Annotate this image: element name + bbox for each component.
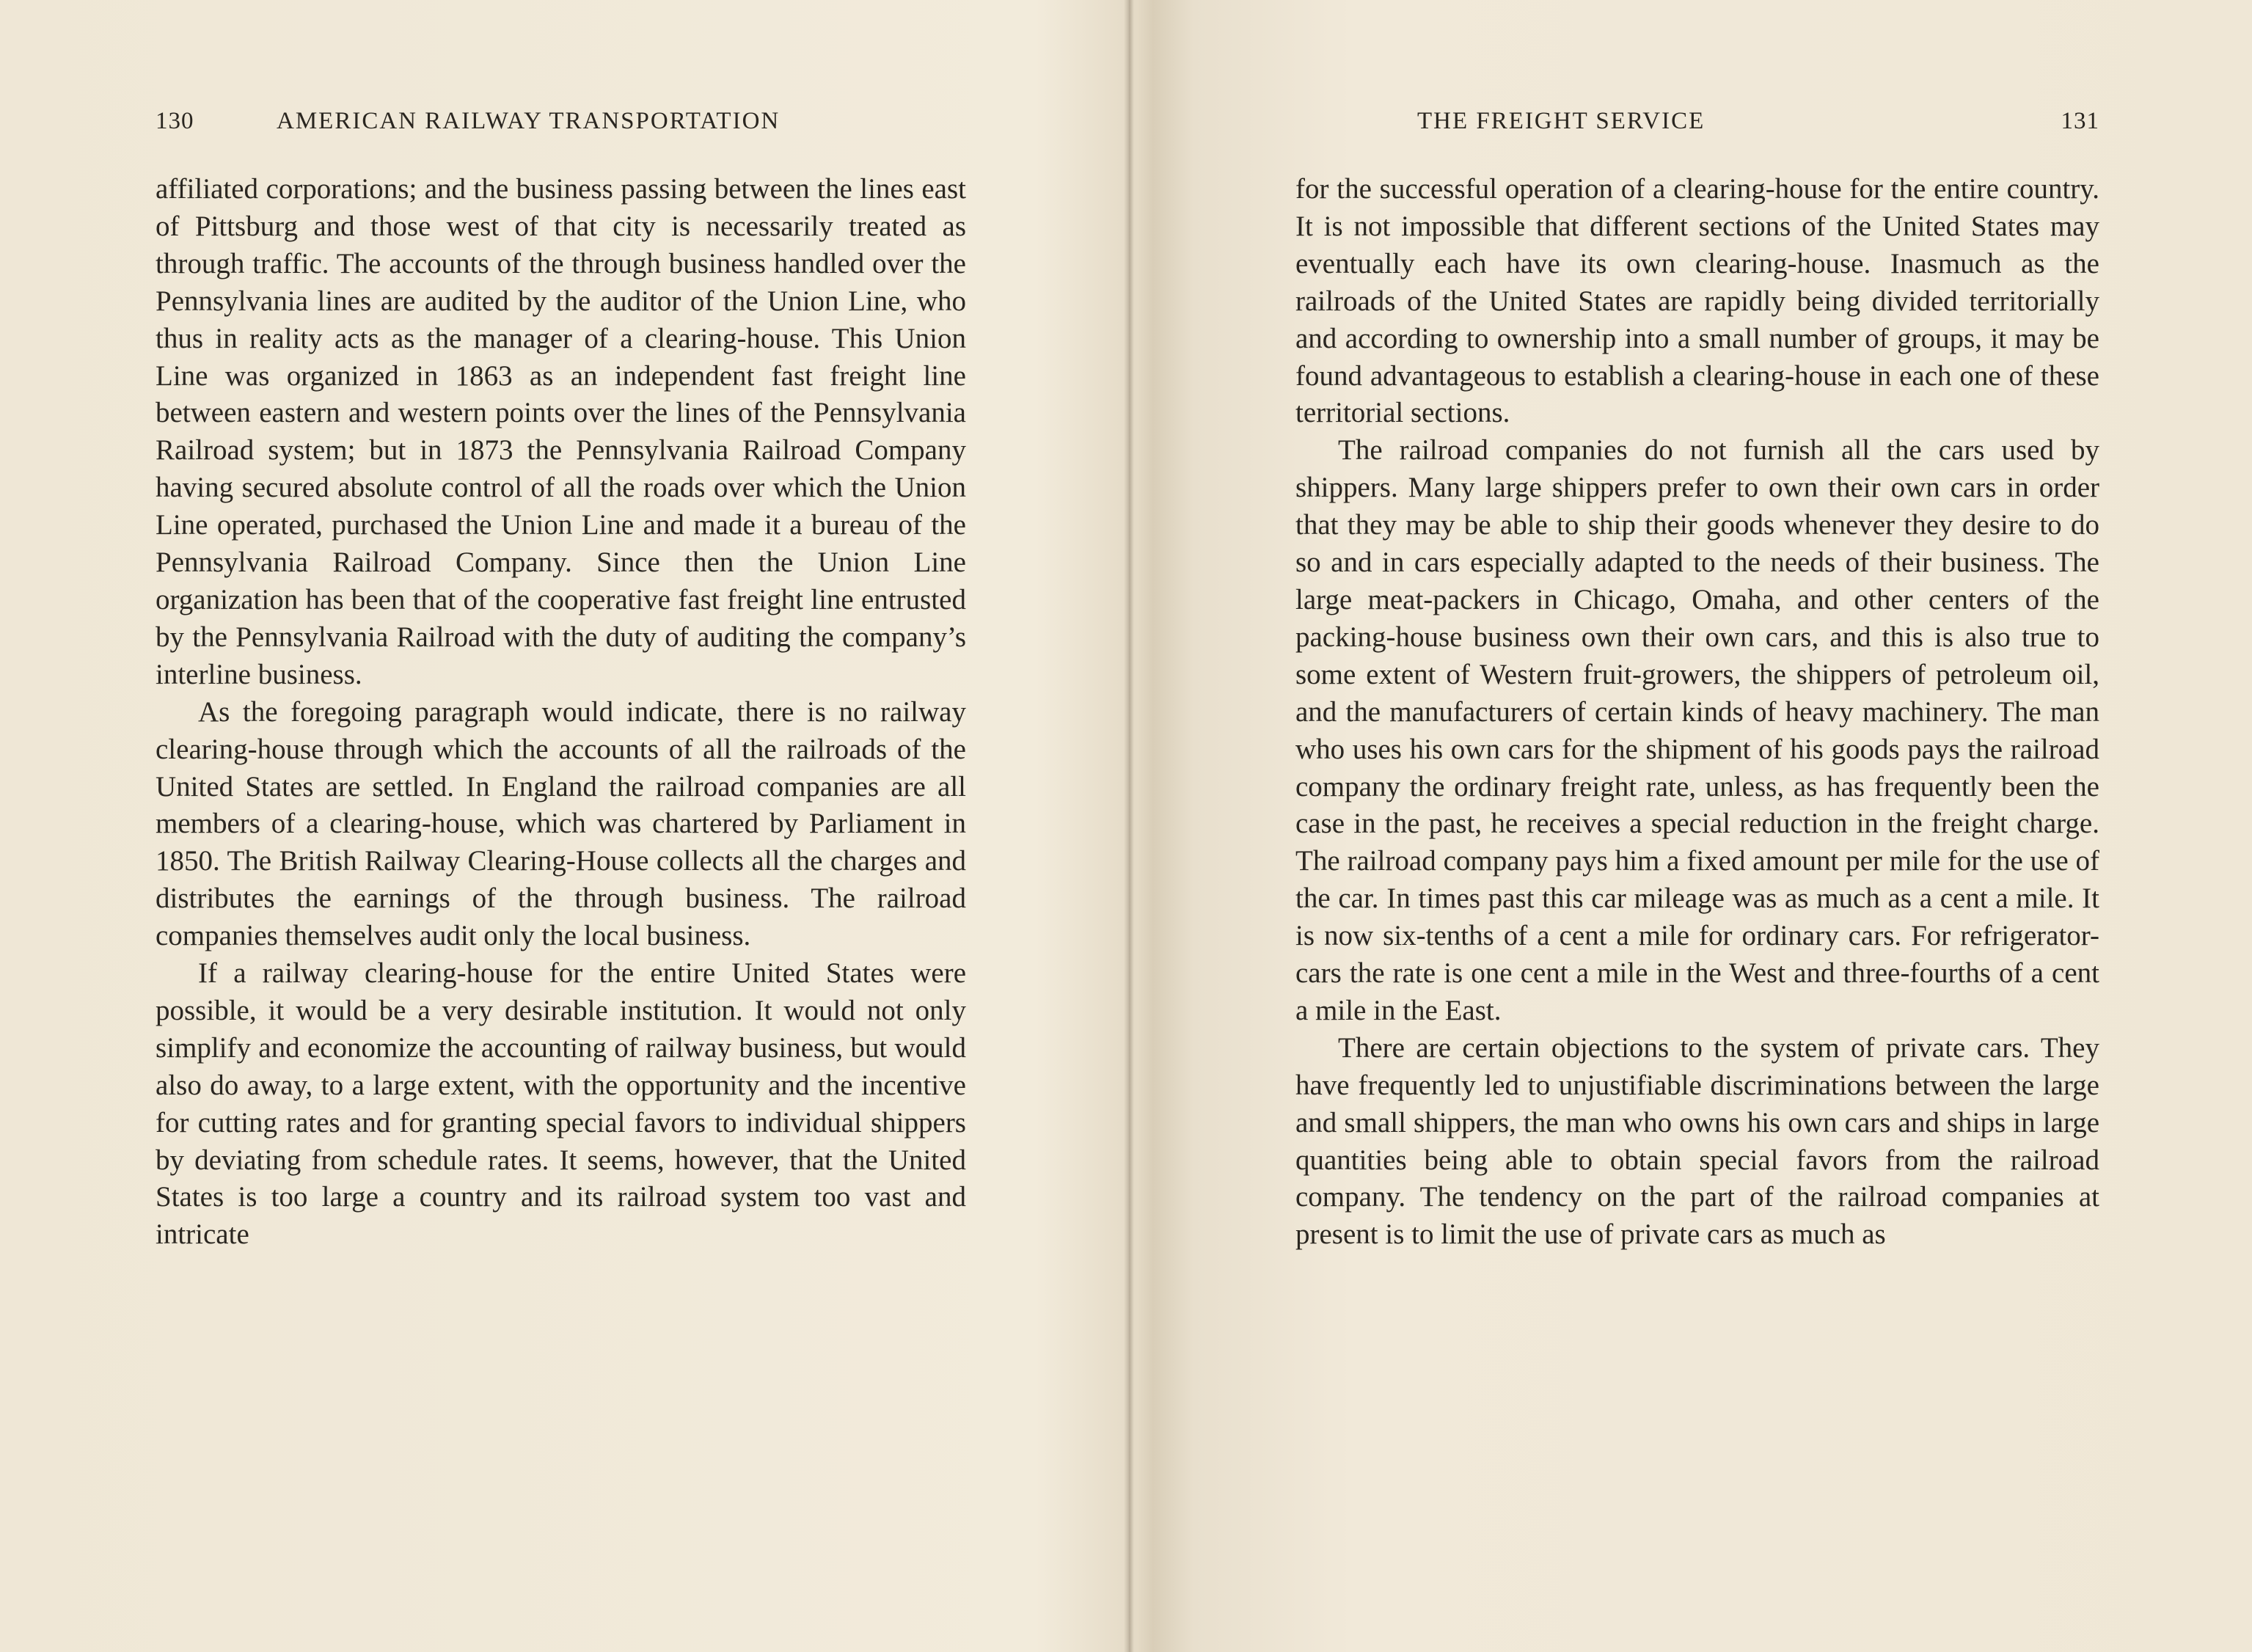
left-paragraph-2: As the foregoing paragraph would indicate, there is no railway clearing-house through which the accounts of all the railroads of the United States are settled. In England the railroad companies are all members of a clearing-house, which was chartered by Parliament in 1850. The British Railway Clearing-House collects all the charges and distributes the earnings of the through business. The railroad companies themselves audit only the local business. xyxy=(156,695,966,952)
right-paragraph-2: The railroad companies do not furnish all the cars used by shippers. Many large shippers prefer to own their own cars in order that they may be able to ship their goods whenever they desire to do so and in cars especially adapted to the needs of their business. The large meat-packers in Chicago, Omaha, and other centers of the packing-house business own their own cars, and this is also true to some extent of Western fruit-growers, the shippers of petroleum oil, and the manufacturers of certain kinds of heavy machinery. The man who uses his own cars for the shipment of his goods pays the railroad company the ordinary freight rate, unless, as has frequently been the case in the past, he receives a special reduction in the freight charge. The railroad company pays him a fixed amount per mile for the use of the car. In times past this car mileage was as much as a cent a mile. It is now six-tenths of a cent a mile for ordinary cars. For refrigerator-cars the rate is one cent a mile in the West and three-fourths of a cent a mile in the East. xyxy=(1295,434,2099,1026)
left-page-number: 130 xyxy=(156,108,194,134)
right-body-text xyxy=(1295,171,2099,1254)
book-gutter xyxy=(1124,0,1134,1652)
right-page xyxy=(1134,0,2252,1652)
right-paragraph-1: for the successful operation of a clearing-house for the entire country. It is not impossible that different sections of the United States may eventually each have its own clearing-house. Inasmuch as the railroads of the United States are rapidly being divided territorially and according to ownership into a small number of groups, it may be found advantageous to establish a clearing-house in each one of these territorial sections. xyxy=(1295,173,2099,429)
left-body-text xyxy=(156,171,966,1254)
right-page-number: 131 xyxy=(2061,108,2099,134)
right-running-head xyxy=(1295,103,2099,139)
right-running-title: THE FREIGHT SERVICE xyxy=(1417,108,1706,134)
left-running-title: AMERICAN RAILWAY TRANSPORTATION xyxy=(277,108,780,134)
left-paragraph-3: If a railway clearing-house for the entire United States were possible, it would be a very desirable institution. It would not only simplify and economize the accounting of railway business, but would also do away, to a large extent, with the opportunity and the incentive for cutting rates and for granting special favors to individual shippers by deviating from schedule rates. It seems, however, that the United States is too large a country and its railroad system too vast and intricate xyxy=(156,957,966,1251)
left-page xyxy=(0,0,1124,1652)
left-running-head xyxy=(156,103,966,139)
left-paragraph-1: affiliated corporations; and the business passing between the lines east of Pittsburg and those west of that city is necessarily treated as through traffic. The accounts of the through business handled over the Pennsylvania lines are audited by the auditor of the Union Line, who thus in reality acts as the manager of a clearing-house. This Union Line was organized in 1863 as an independent fast freight line between eastern and western points over the lines of the Pennsylvania Railroad system; but in 1873 the Pennsylvania Railroad Company having secured absolute control of all the roads over which the Union Line operated, purchased the Union Line and made it a bureau of the Pennsylvania Railroad Company. Since then the Union Line organization has been that of the cooperative fast freight line entrusted by the Pennsylvania Railroad with the duty of auditing the company’s interline business. xyxy=(156,173,966,690)
right-paragraph-3: There are certain objections to the system of private cars. They have frequently led to unjustifiable discriminations between the large and small shippers, the man who owns his own cars and ships in large quantities being able to obtain special favors from the railroad company. The tendency on the part of the railroad companies at present is to limit the use of private cars as much as xyxy=(1295,1031,2099,1251)
